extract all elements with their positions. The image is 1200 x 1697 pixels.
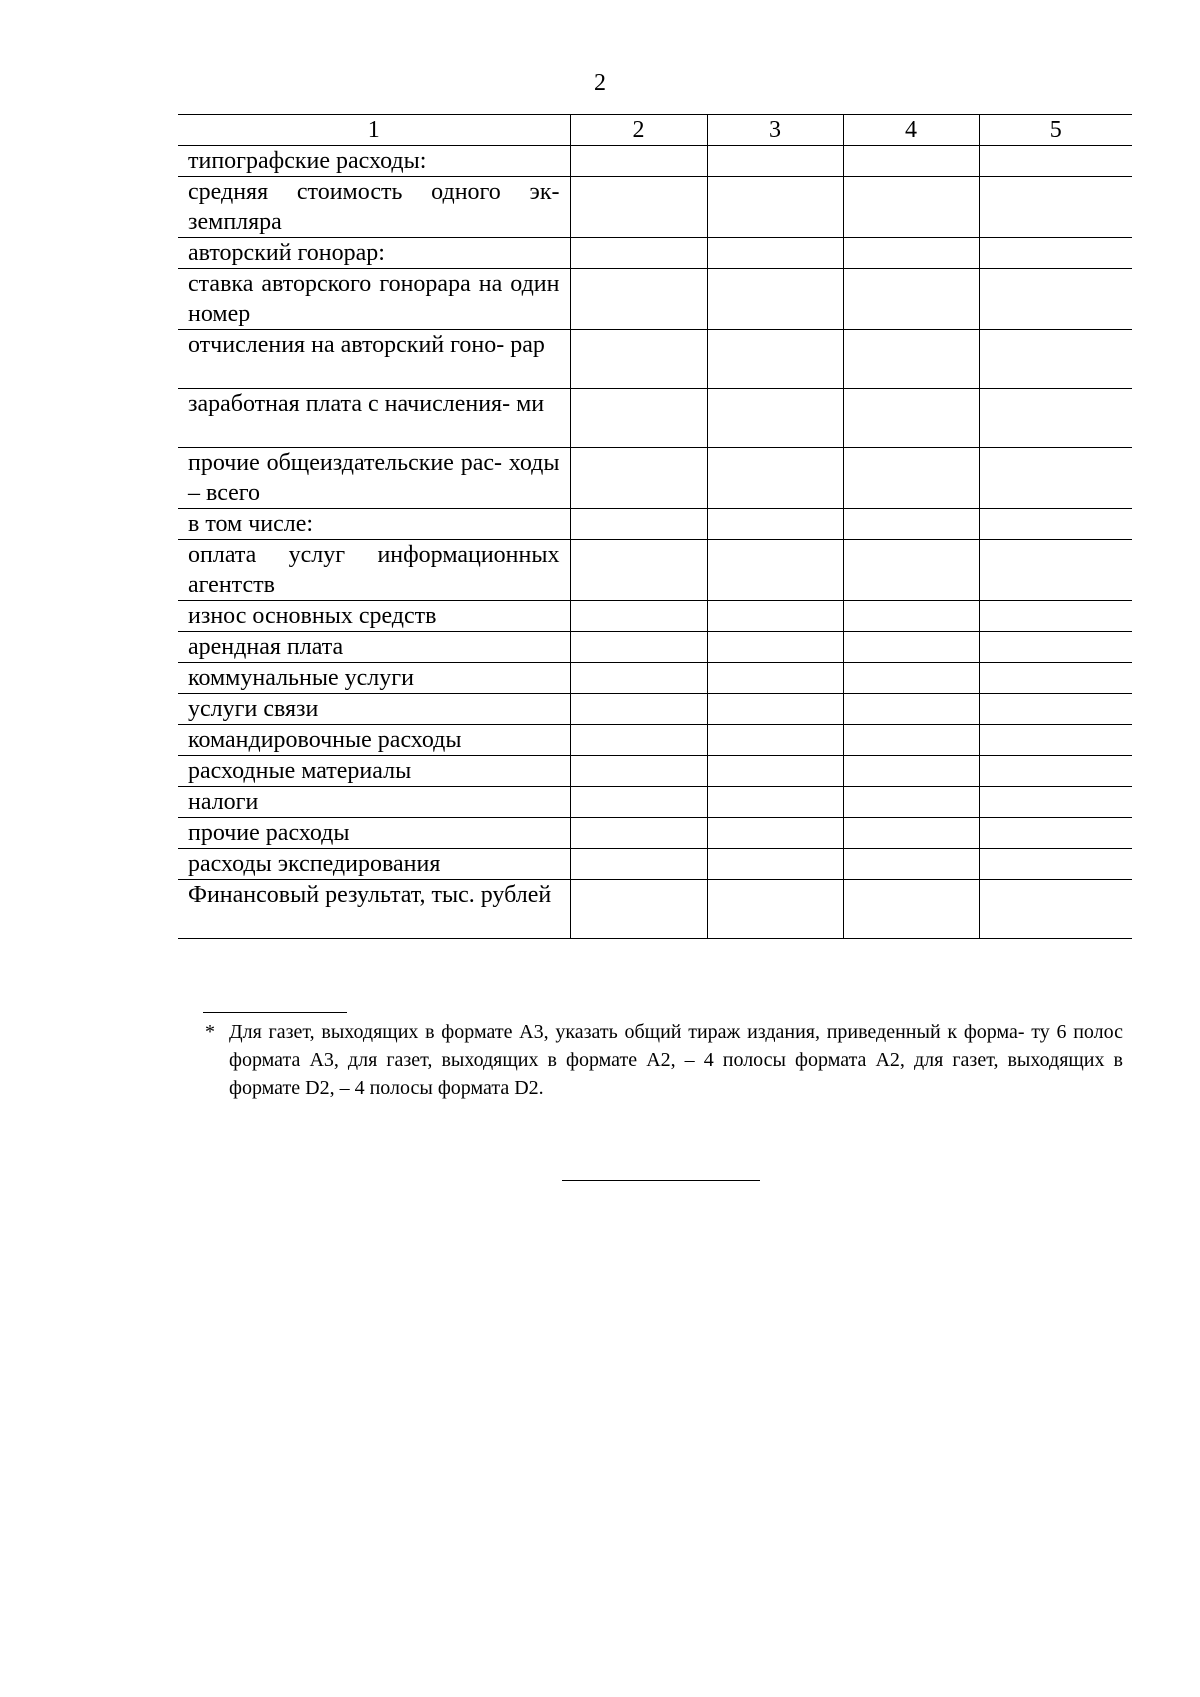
table-row — [178, 725, 1132, 756]
value-cell-col-4 — [843, 787, 979, 818]
header-row — [178, 115, 1132, 146]
value-cell-col-4 — [843, 880, 979, 939]
column-header-4: 4 — [843, 115, 979, 146]
page-number: 2 — [594, 70, 606, 96]
row-label: отчисления на авторский гоно- рар — [178, 330, 570, 389]
value-cell-col-5 — [979, 269, 1132, 330]
value-cell-col-5 — [979, 756, 1132, 787]
value-cell-col-5 — [979, 663, 1132, 694]
value-cell-col-2 — [570, 694, 707, 725]
value-cell-col-2 — [570, 330, 707, 389]
value-cell-col-2 — [570, 177, 707, 238]
table-row — [178, 694, 1132, 725]
value-cell-col-2 — [570, 725, 707, 756]
value-cell-col-5 — [979, 540, 1132, 601]
value-cell-col-5 — [979, 146, 1132, 177]
column-header-3: 3 — [707, 115, 843, 146]
value-cell-col-2 — [570, 818, 707, 849]
value-cell-col-4 — [843, 601, 979, 632]
value-cell-col-4 — [843, 448, 979, 509]
value-cell-col-3 — [707, 787, 843, 818]
column-header-5: 5 — [979, 115, 1132, 146]
value-cell-col-5 — [979, 818, 1132, 849]
row-label: арендная плата — [178, 632, 570, 663]
value-cell-col-2 — [570, 880, 707, 939]
value-cell-col-3 — [707, 177, 843, 238]
table-row — [178, 818, 1132, 849]
value-cell-col-3 — [707, 818, 843, 849]
value-cell-col-4 — [843, 269, 979, 330]
row-label: оплата услуг информационных агентств — [178, 540, 570, 601]
footnote-text: Для газет, выходящих в формате А3, указать общий тираж издания, приведенный к форма- ту 6 полос формата А3, для газет, выходящих в формате А2, – 4 полосы формата А2, для газет, выходящих в формате D2, – 4 полосы формата D2. — [229, 1021, 1123, 1099]
value-cell-col-3 — [707, 601, 843, 632]
column-header-1: 1 — [178, 115, 570, 146]
value-cell-col-5 — [979, 389, 1132, 448]
value-cell-col-2 — [570, 238, 707, 269]
value-cell-col-3 — [707, 269, 843, 330]
value-cell-col-2 — [570, 849, 707, 880]
table-row — [178, 756, 1132, 787]
end-separator — [562, 1180, 760, 1181]
row-label: Финансовый результат, тыс. рублей — [178, 880, 570, 939]
value-cell-col-3 — [707, 146, 843, 177]
value-cell-col-4 — [843, 146, 979, 177]
table-row — [178, 448, 1132, 509]
value-cell-col-5 — [979, 330, 1132, 389]
footnote — [205, 1018, 1123, 1102]
table-row — [178, 663, 1132, 694]
table-row — [178, 880, 1132, 939]
value-cell-col-2 — [570, 269, 707, 330]
value-cell-col-4 — [843, 177, 979, 238]
footnote-marker: * — [205, 1021, 215, 1043]
row-label: услуги связи — [178, 694, 570, 725]
value-cell-col-4 — [843, 509, 979, 540]
value-cell-col-5 — [979, 632, 1132, 663]
value-cell-col-4 — [843, 663, 979, 694]
value-cell-col-3 — [707, 632, 843, 663]
value-cell-col-4 — [843, 818, 979, 849]
value-cell-col-2 — [570, 146, 707, 177]
table-row — [178, 509, 1132, 540]
value-cell-col-5 — [979, 694, 1132, 725]
table-row — [178, 540, 1132, 601]
value-cell-col-4 — [843, 330, 979, 389]
value-cell-col-2 — [570, 540, 707, 601]
table-row — [178, 632, 1132, 663]
value-cell-col-3 — [707, 238, 843, 269]
value-cell-col-5 — [979, 509, 1132, 540]
value-cell-col-3 — [707, 540, 843, 601]
value-cell-col-2 — [570, 663, 707, 694]
value-cell-col-3 — [707, 509, 843, 540]
table-row — [178, 146, 1132, 177]
value-cell-col-2 — [570, 448, 707, 509]
value-cell-col-5 — [979, 238, 1132, 269]
table-row — [178, 330, 1132, 389]
value-cell-col-5 — [979, 601, 1132, 632]
value-cell-col-3 — [707, 448, 843, 509]
value-cell-col-2 — [570, 389, 707, 448]
value-cell-col-5 — [979, 725, 1132, 756]
value-cell-col-3 — [707, 330, 843, 389]
value-cell-col-3 — [707, 663, 843, 694]
table-row — [178, 269, 1132, 330]
row-label: прочие общеиздательские рас- ходы – всего — [178, 448, 570, 509]
row-label: средняя стоимость одного эк- земпляра — [178, 177, 570, 238]
value-cell-col-2 — [570, 787, 707, 818]
value-cell-col-5 — [979, 849, 1132, 880]
row-label: прочие расходы — [178, 818, 570, 849]
table-header — [178, 115, 1132, 146]
value-cell-col-2 — [570, 632, 707, 663]
row-label: коммунальные услуги — [178, 663, 570, 694]
value-cell-col-3 — [707, 880, 843, 939]
value-cell-col-2 — [570, 756, 707, 787]
value-cell-col-5 — [979, 448, 1132, 509]
row-label: расходные материалы — [178, 756, 570, 787]
table-body — [178, 146, 1132, 939]
value-cell-col-4 — [843, 756, 979, 787]
value-cell-col-2 — [570, 601, 707, 632]
value-cell-col-5 — [979, 177, 1132, 238]
value-cell-col-5 — [979, 880, 1132, 939]
column-header-2: 2 — [570, 115, 707, 146]
table-row — [178, 389, 1132, 448]
table-row — [178, 238, 1132, 269]
row-label: авторский гонорар: — [178, 238, 570, 269]
row-label: ставка авторского гонорара на один номер — [178, 269, 570, 330]
value-cell-col-4 — [843, 238, 979, 269]
row-label: командировочные расходы — [178, 725, 570, 756]
row-label: заработная плата с начисления- ми — [178, 389, 570, 448]
value-cell-col-3 — [707, 725, 843, 756]
value-cell-col-3 — [707, 849, 843, 880]
value-cell-col-4 — [843, 540, 979, 601]
table-row — [178, 177, 1132, 238]
row-label: типографские расходы: — [178, 146, 570, 177]
value-cell-col-4 — [843, 694, 979, 725]
value-cell-col-4 — [843, 849, 979, 880]
value-cell-col-2 — [570, 509, 707, 540]
value-cell-col-3 — [707, 756, 843, 787]
row-label: износ основных средств — [178, 601, 570, 632]
value-cell-col-4 — [843, 725, 979, 756]
value-cell-col-3 — [707, 389, 843, 448]
value-cell-col-4 — [843, 632, 979, 663]
value-cell-col-5 — [979, 787, 1132, 818]
table-row — [178, 787, 1132, 818]
row-label: расходы экспедирования — [178, 849, 570, 880]
row-label: налоги — [178, 787, 570, 818]
cost-table — [178, 114, 1132, 939]
table-row — [178, 849, 1132, 880]
table-row — [178, 601, 1132, 632]
row-label: в том числе: — [178, 509, 570, 540]
value-cell-col-3 — [707, 694, 843, 725]
value-cell-col-4 — [843, 389, 979, 448]
footnote-separator — [203, 1012, 347, 1013]
